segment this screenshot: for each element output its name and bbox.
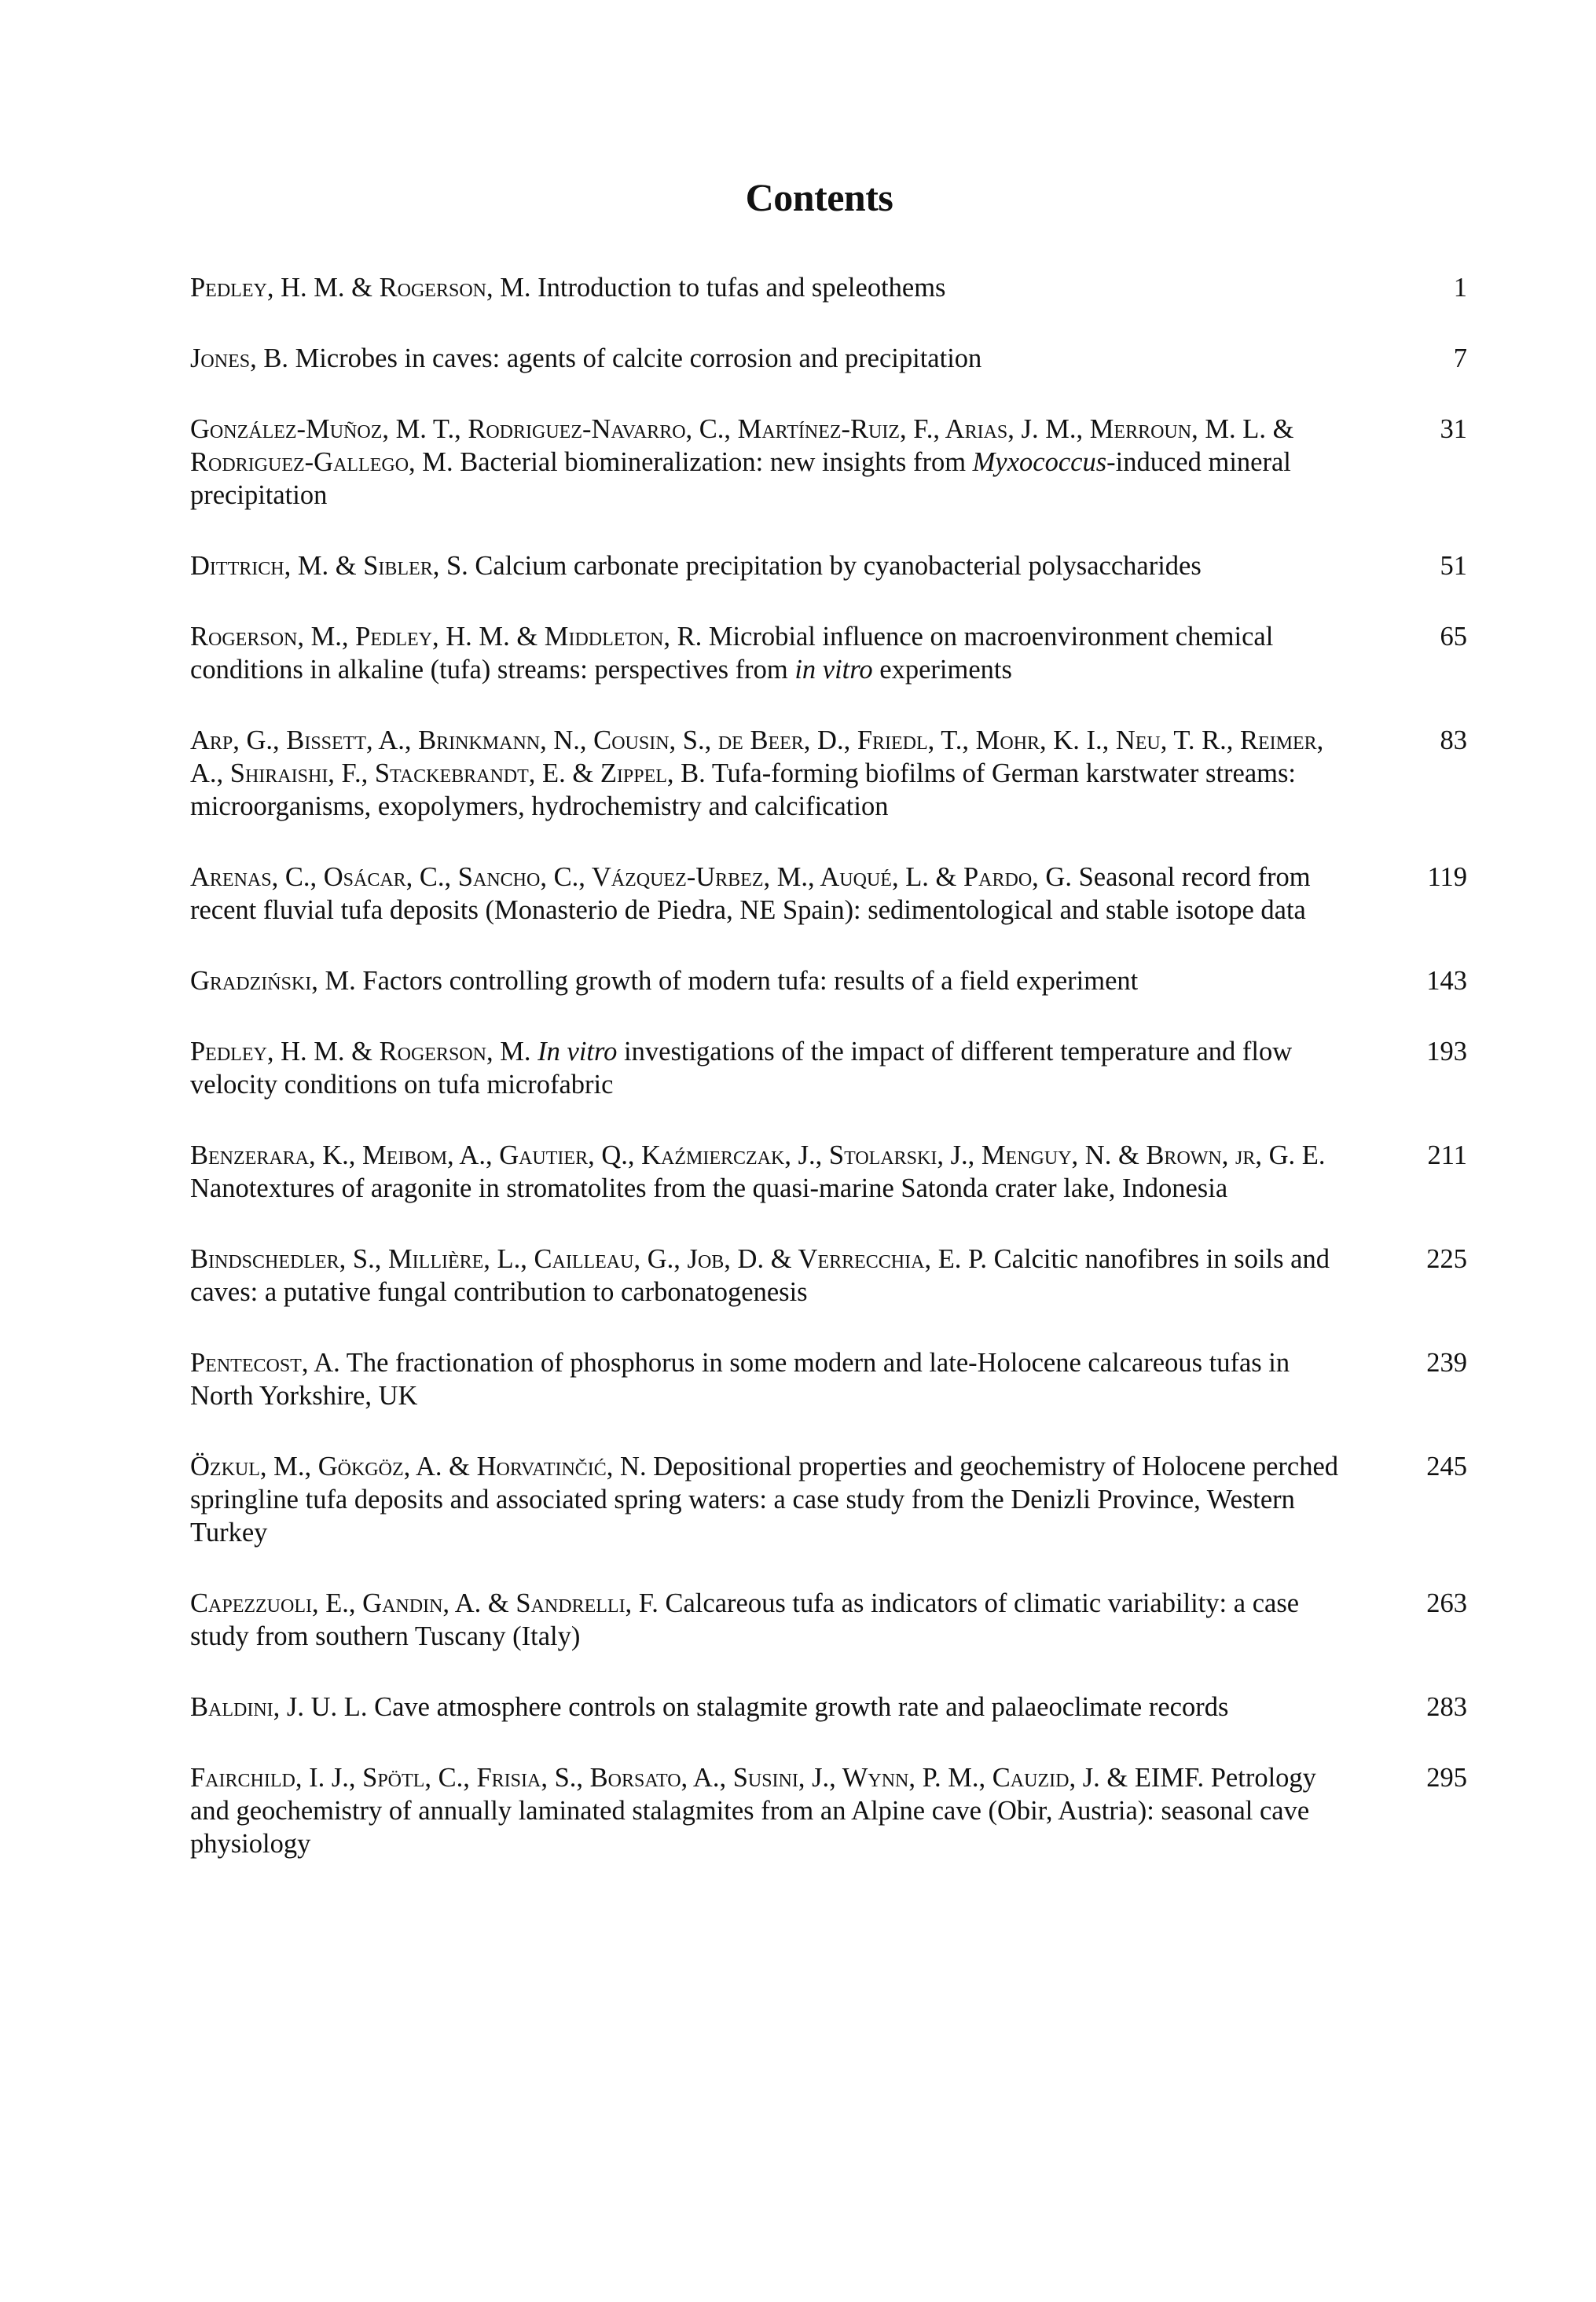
entry-authors: Baldini, J. U. L. (190, 1692, 368, 1722)
entry-title-rest: experiments (872, 655, 1012, 685)
entry-page-number: 263 (1426, 1588, 1467, 1618)
entry-title: Cave atmosphere controls on stalagmite growth rate and palaeoclimate records (374, 1692, 1229, 1722)
entry-authors: Benzerara, K., Meibom, A., Gautier, Q., Kaźmierczak, J., Stolarski, J., Menguy, N. & Brown, jr, G. E. (190, 1140, 1326, 1170)
toc-entry (190, 1691, 1467, 1724)
entry-page-number: 31 (1440, 414, 1467, 444)
entry-page-number: 119 (1427, 862, 1467, 892)
entry-text (190, 1243, 1341, 1309)
entry-text (190, 724, 1341, 823)
entry-authors: Jones, B. (190, 343, 288, 373)
entry-authors: Gradziński, M. (190, 966, 356, 996)
entry-text (190, 1587, 1341, 1653)
entry-title-rest: -induced mineral precipitation (190, 447, 1291, 510)
entry-text (190, 861, 1341, 927)
entry-text (190, 271, 1341, 304)
entry-title-italic: in vitro (794, 655, 873, 685)
entry-title: Calcium carbonate precipitation by cyanobacterial polysaccharides (475, 551, 1202, 581)
entry-page-number: 295 (1426, 1763, 1467, 1793)
toc-entry (190, 1450, 1467, 1549)
entry-text (190, 1139, 1341, 1205)
entry-title: Microbes in caves: agents of calcite corrosion and precipitation (295, 343, 982, 373)
entry-authors: Capezzuoli, E., Gandin, A. & Sandrelli, F. (190, 1588, 659, 1618)
entry-title: Depositional properties and geochemistry of Holocene perched springline tufa deposits and associated spring waters: a case study from the Denizli Province, Western Turkey (190, 1452, 1339, 1548)
entry-text (190, 549, 1341, 582)
entry-page-number: 7 (1453, 343, 1467, 373)
entry-authors: Pedley, H. M. & Rogerson, M. (190, 273, 531, 303)
toc-entry (190, 1346, 1467, 1412)
entry-title: Nanotextures of aragonite in stromatolites from the quasi-marine Satonda crater lake, Indonesia (190, 1173, 1228, 1203)
entry-text (190, 620, 1341, 686)
toc-entry (190, 724, 1467, 823)
entry-title-italic: In vitro (538, 1037, 618, 1067)
entry-page-number: 283 (1426, 1692, 1467, 1722)
entry-text (190, 1691, 1341, 1724)
entry-title: Seasonal record from recent fluvial tufa deposits (Monasterio de Piedra, NE Spain): sedimentological and stable isotope data (190, 862, 1311, 925)
entry-page-number: 193 (1426, 1037, 1467, 1067)
toc-entry (190, 1139, 1467, 1205)
entry-authors: Arp, G., Bissett, A., Brinkmann, N., Cousin, S., de Beer, D., Friedl, T., Mohr, K. I., Neu, T. R., Reimer, A., Shiraishi, F., Stackebrandt, E. & Zippel, B. (190, 725, 1324, 788)
entry-title: Petrology and geochemistry of annually laminated stalagmites from an Alpine cave (Obir, Austria): seasonal cave physiology (190, 1763, 1316, 1859)
entry-title: Factors controlling growth of modern tufa: results of a field experiment (362, 966, 1139, 996)
toc-entry (190, 342, 1467, 375)
toc-entry (190, 271, 1467, 304)
entry-authors: Bindschedler, S., Millière, L., Cailleau, G., Job, D. & Verrecchia, E. P. (190, 1244, 988, 1274)
entry-page-number: 51 (1440, 551, 1467, 581)
entry-title: The fractionation of phosphorus in some modern and late-Holocene calcareous tufas in North Yorkshire, UK (190, 1348, 1290, 1411)
entry-title: Microbial influence on macroenvironment chemical conditions in alkaline (tufa) streams: perspectives from (190, 622, 1274, 685)
entry-page-number: 65 (1440, 622, 1467, 652)
entry-authors: Dittrich, M. & Sibler, S. (190, 551, 468, 581)
entry-title-italic: Myxococcus (972, 447, 1107, 477)
toc-entry (190, 1761, 1467, 1860)
entry-page-number: 143 (1426, 966, 1467, 996)
entry-page-number: 211 (1427, 1140, 1467, 1170)
entry-page-number: 225 (1426, 1244, 1467, 1274)
entry-authors: Özkul, M., Gökgöz, A. & Horvatinčić, N. (190, 1452, 647, 1481)
toc-entry (190, 1035, 1467, 1101)
toc-entry (190, 413, 1467, 512)
toc-entry (190, 549, 1467, 582)
toc-entry (190, 1243, 1467, 1309)
entry-text (190, 342, 1341, 375)
entry-text (190, 413, 1341, 512)
entry-title: Calcitic nanofibres in soils and caves: a putative fungal contribution to carbonatogenesis (190, 1244, 1330, 1307)
entry-text (190, 964, 1341, 997)
toc-entry (190, 1587, 1467, 1653)
toc-entry (190, 964, 1467, 997)
entry-authors: González-Muñoz, M. T., Rodriguez-Navarro, C., Martínez-Ruiz, F., Arias, J. M., Merroun, M. L. & Rodriguez-Gallego, M. (190, 414, 1294, 477)
toc-entry (190, 861, 1467, 927)
entry-title: Tufa-forming biofilms of German karstwater streams: microorganisms, exopolymers, hydrochemistry and calcification (190, 758, 1296, 821)
entry-authors: Pentecost, A. (190, 1348, 340, 1378)
entry-authors: Pedley, H. M. & Rogerson, M. (190, 1037, 531, 1067)
entry-title-rest: investigations of the impact of different temperature and flow velocity conditions on tufa microfabric (190, 1037, 1293, 1100)
entry-title: Bacterial biomineralization: new insights from (460, 447, 967, 477)
page-title: Contents (745, 175, 893, 219)
entry-text (190, 1761, 1341, 1860)
entry-text (190, 1035, 1341, 1101)
entry-authors: Fairchild, I. J., Spötl, C., Frisia, S., Borsato, A., Susini, J., Wynn, P. M., Cauzid, J. & EIMF. (190, 1763, 1205, 1793)
entry-title: Calcareous tufa as indicators of climatic variability: a case study from southern Tuscany (Italy) (190, 1588, 1300, 1651)
entry-authors: Arenas, C., Osácar, C., Sancho, C., Vázquez-Urbez, M., Auqué, L. & Pardo, G. (190, 862, 1072, 892)
entry-page-number: 239 (1426, 1348, 1467, 1378)
entry-title: Introduction to tufas and speleothems (538, 273, 946, 303)
toc-entry (190, 620, 1467, 686)
entry-page-number: 83 (1440, 725, 1467, 755)
entry-page-number: 245 (1426, 1452, 1467, 1481)
entry-text (190, 1450, 1341, 1549)
entry-page-number: 1 (1453, 273, 1467, 303)
entry-authors: Rogerson, M., Pedley, H. M. & Middleton, R. (190, 622, 703, 652)
table-of-contents (190, 271, 1467, 1898)
entry-text (190, 1346, 1341, 1412)
